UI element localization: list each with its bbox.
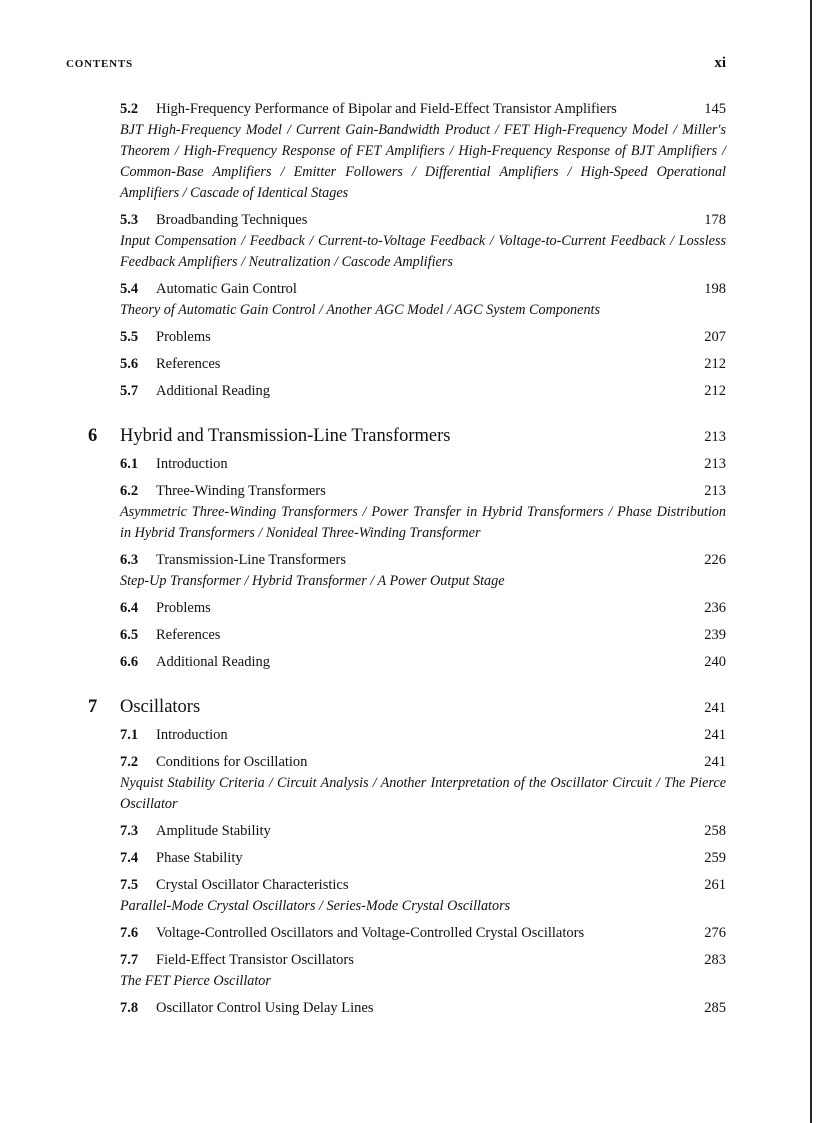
chapter-page: 241 [704,700,726,716]
section-page: 261 [704,877,726,893]
section-title: References [156,356,221,372]
section-number: 5.7 [120,383,139,399]
section-page: 145 [704,101,726,117]
section-page: 212 [704,356,726,372]
section-page: 212 [704,383,726,399]
section-topics: Parallel-Mode Crystal Oscillators / Series-Mode Crystal Oscillators [120,898,511,914]
chapter-heading-7 [88,695,726,719]
section-title: Field-Effect Transistor Oscillators [156,952,354,968]
section-page: 236 [704,600,726,616]
toc-entry-5-7 [120,381,726,402]
section-topics: The FET Pierce Oscillator [120,973,271,989]
section-title: Problems [156,600,211,616]
toc-entry-6-1 [120,454,726,475]
section-number: 7.3 [120,823,139,839]
section-page: 241 [704,754,726,770]
section-number: 7.1 [120,727,139,743]
page-header [66,55,726,73]
table-of-contents [0,99,816,1019]
section-title: Additional Reading [156,383,270,399]
toc-entry-5-6 [120,354,726,375]
chapter-title: Hybrid and Transmission-Line Transformers [120,426,451,446]
toc-entry-6-3 [120,550,726,592]
section-page: 285 [704,1000,726,1016]
section-topics: Asymmetric Three-Winding Transformers / Power Transfer in Hybrid Transformers / Phase Distribution in Hybrid Transformers / Nonideal Three-Winding Transformer [120,504,726,541]
section-topics: Theory of Automatic Gain Control / Another AGC Model / AGC System Components [120,302,600,318]
section-number: 6.1 [120,456,139,472]
toc-entry-7-5 [120,875,726,917]
section-title: Phase Stability [156,850,243,866]
section-title: References [156,627,221,643]
section-number: 5.6 [120,356,139,372]
section-page: 258 [704,823,726,839]
section-number: 6.5 [120,627,139,643]
toc-entry-7-6 [120,923,726,944]
toc-entry-5-5 [120,327,726,348]
section-number: 6.2 [120,483,139,499]
section-number: 5.4 [120,281,139,297]
section-title: Automatic Gain Control [156,281,297,297]
section-page: 283 [704,952,726,968]
section-page: 239 [704,627,726,643]
section-number: 5.5 [120,329,139,345]
section-page: 207 [704,329,726,345]
chapter-title: Oscillators [120,697,201,717]
section-topics: Input Compensation / Feedback / Current-to-Voltage Feedback / Voltage-to-Current Feedback / Lossless Feedback Amplifiers / Neutralization / Cascode Amplifiers [120,233,726,270]
section-title: Conditions for Oscillation [156,754,308,770]
chapter-number: 6 [88,426,98,446]
toc-entry-5-4 [120,279,726,321]
section-title: Crystal Oscillator Characteristics [156,877,349,893]
section-title: Problems [156,329,211,345]
running-head: CONTENTS [66,58,133,70]
section-title: Broadbanding Techniques [156,212,308,228]
section-topics: Nyquist Stability Criteria / Circuit Analysis / Another Interpretation of the Oscillator Circuit / The Pierce Oscillator [120,775,726,812]
toc-entry-6-2 [120,481,726,544]
toc-entry-5-2 [120,99,726,204]
toc-entry-6-6 [120,652,726,673]
toc-entry-5-3 [120,210,726,273]
section-title: Additional Reading [156,654,270,670]
toc-entry-7-8 [120,998,726,1019]
section-number: 6.6 [120,654,139,670]
toc-entry-7-3 [120,821,726,842]
section-number: 7.6 [120,925,139,941]
section-page: 226 [704,552,726,568]
section-title: Amplitude Stability [156,823,271,839]
toc-entry-7-1 [120,725,726,746]
chapter-heading-6 [88,424,726,448]
section-number: 7.8 [120,1000,139,1016]
section-number: 7.2 [120,754,139,770]
section-page: 178 [704,212,726,228]
section-title: Transmission-Line Transformers [156,552,346,568]
section-number: 6.4 [120,600,139,616]
toc-entry-6-4 [120,598,726,619]
section-number: 5.3 [120,212,139,228]
section-number: 7.7 [120,952,139,968]
section-title: Introduction [156,727,228,743]
section-page: 259 [704,850,726,866]
section-title: High-Frequency Performance of Bipolar and Field-Effect Transistor Amplifiers [156,101,617,117]
toc-entry-6-5 [120,625,726,646]
section-number: 7.4 [120,850,139,866]
section-page: 276 [704,925,726,941]
section-title: Oscillator Control Using Delay Lines [156,1000,374,1016]
section-title: Voltage-Controlled Oscillators and Voltage-Controlled Crystal Oscillators [156,925,585,941]
section-page: 241 [704,727,726,743]
toc-entry-7-2 [120,752,726,815]
section-title: Three-Winding Transformers [156,483,326,499]
section-page: 213 [704,483,726,499]
section-title: Introduction [156,456,228,472]
toc-entry-7-7 [120,950,726,992]
chapter-page: 213 [704,429,726,445]
section-number: 6.3 [120,552,139,568]
chapter-number: 7 [88,697,98,717]
section-page: 240 [704,654,726,670]
section-page: 213 [704,456,726,472]
section-topics: Step-Up Transformer / Hybrid Transformer / A Power Output Stage [120,573,505,589]
page-number-roman: xi [714,55,726,71]
section-number: 5.2 [120,101,139,117]
section-topics: BJT High-Frequency Model / Current Gain-Bandwidth Product / FET High-Frequency Model / Miller's Theorem / High-Frequency Response of FET Amplifiers / High-Frequency Response of BJT Amplifiers / Common-Base Amplifiers / Emitter Followers / Differential Amplifiers / High-Speed Operational Amplifiers / Cascade of Identical Stages [120,122,726,201]
section-number: 7.5 [120,877,139,893]
toc-entry-7-4 [120,848,726,869]
section-page: 198 [704,281,726,297]
